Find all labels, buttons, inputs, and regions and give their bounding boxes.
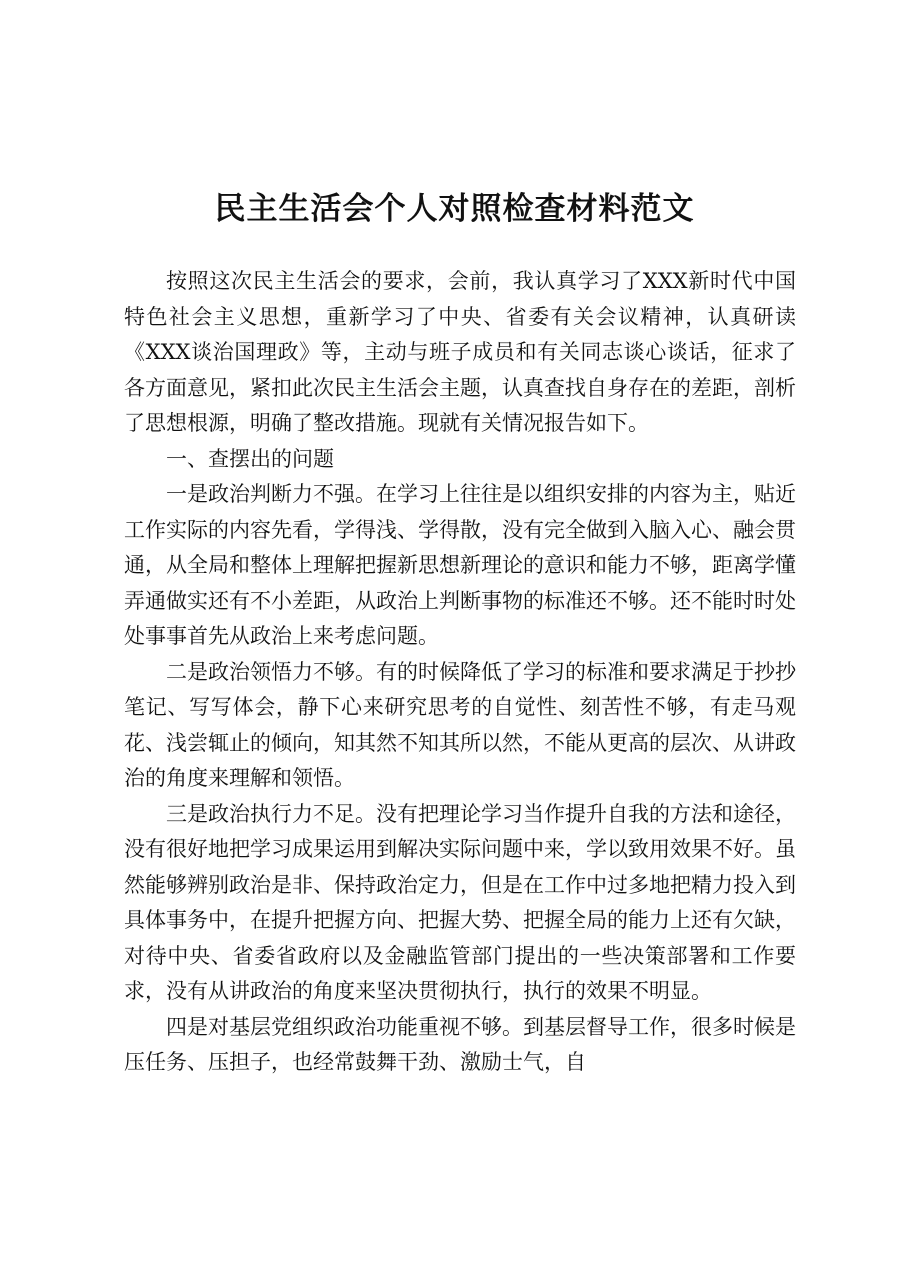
paragraph-problem-2: 二是政治领悟力不够。有的时候降低了学习的标准和要求满足于抄抄笔记、写写体会，静下心来研究思考的自觉性、刻苦性不够，有走马观花、浅尝辄止的倾向，知其然不知其所以然，不能从更高的层次、从讲政治的角度来理解和领悟。 [124,659,796,790]
paragraph-intro: 按照这次民主生活会的要求，会前，我认真学习了XXX新时代中国特色社会主义思想，重新学习了中央、省委有关会议精神，认真研读《XXX谈治国理政》等，主动与班子成员和有关同志谈心谈话，征求了各方面意见，紧扣此次民主生活会主题，认真查找自身存在的差距，剖析了思想根源，明确了整改措施。现就有关情况报告如下。 [124,269,796,435]
paragraph-problem-4: 四是对基层党组织政治功能重视不够。到基层督导工作，很多时候是压任务、压担子，也经常鼓舞干劲、激励士气，自 [124,1014,796,1074]
document-body [124,264,796,1081]
section-heading-problems: 一、查摆出的问题 [166,446,334,471]
paragraph-problem-1: 一是政治判断力不强。在学习上往往是以组织安排的内容为主，贴近工作实际的内容先看，学得浅、学得散，没有完全做到入脑入心、融会贯通，从全局和整体上理解把握新思想新理论的意识和能力不够，距离学懂弄通做实还有不小差距，从政治上判断事物的标准还不够。还不能时时处处事事首先从政治上来考虑问题。 [124,482,796,648]
paragraph-problem-3: 三是政治执行力不足。没有把理论学习当作提升自我的方法和途径，没有很好地把学习成果运用到解决实际问题中来，学以致用效果不好。虽然能够辨别政治是非、保持政治定力，但是在工作中过多地把精力投入到具体事务中，在提升把握方向、把握大势、把握全局的能力上还有欠缺，对待中央、省委省政府以及金融监管部门提出的一些决策部署和工作要求，没有从讲政治的角度来坚决贯彻执行，执行的效果不明显。 [124,801,796,1003]
document-title: 民主生活会个人对照检查材料范文 [214,191,695,227]
